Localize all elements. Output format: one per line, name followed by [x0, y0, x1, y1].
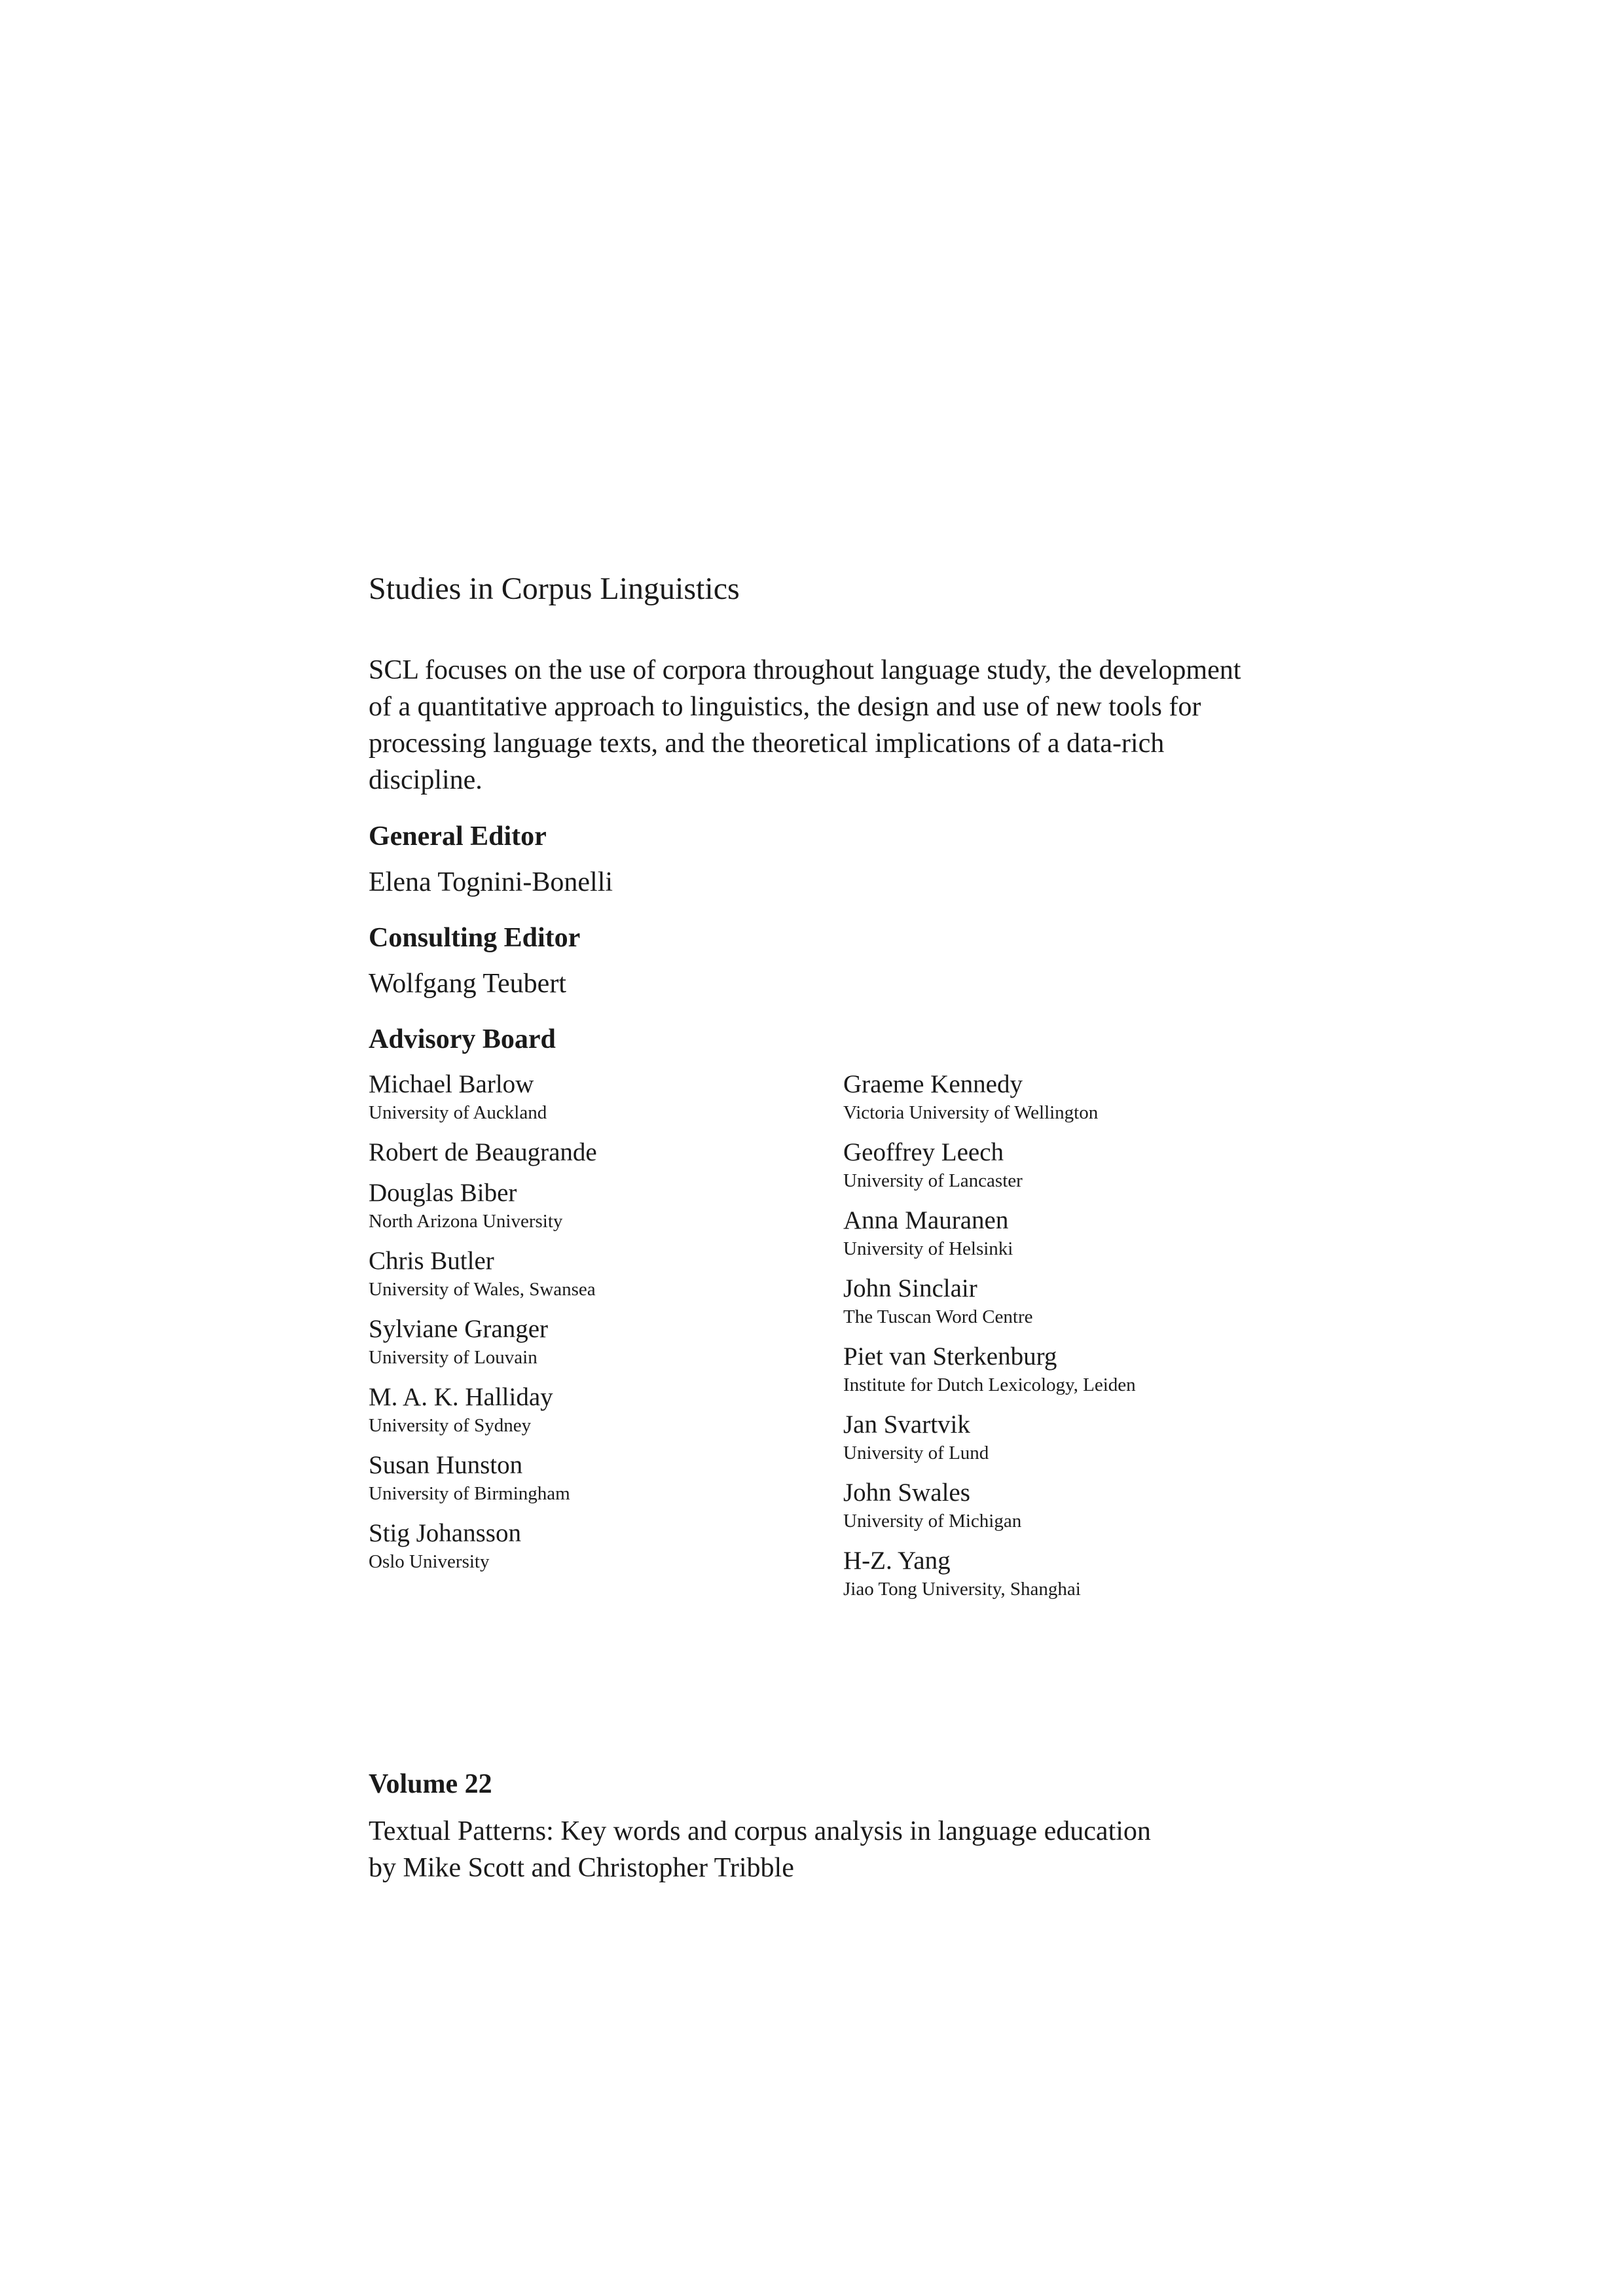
- member-name: Susan Hunston: [369, 1451, 523, 1479]
- board-member: [369, 1450, 570, 1506]
- board-member: [843, 1545, 1081, 1602]
- board-member: [843, 1477, 1021, 1534]
- consulting-editor-heading: Consulting Editor: [369, 923, 581, 953]
- member-affiliation: The Tuscan Word Centre: [843, 1306, 1033, 1327]
- board-member: [843, 1069, 1098, 1125]
- advisory-board-heading: Advisory Board: [369, 1024, 556, 1054]
- board-member: [843, 1341, 1136, 1397]
- board-member: [369, 1314, 548, 1370]
- member-name: Stig Johansson: [369, 1519, 521, 1547]
- board-member: [369, 1246, 596, 1302]
- member-affiliation: Victoria University of Wellington: [843, 1102, 1099, 1123]
- board-member: [369, 1518, 521, 1574]
- member-name: John Sinclair: [843, 1274, 977, 1302]
- series-title: Studies in Corpus Linguistics: [369, 571, 740, 606]
- board-member: [369, 1177, 562, 1234]
- member-name: Robert de Beaugrande: [369, 1138, 597, 1166]
- member-affiliation: North Arizona University: [369, 1211, 563, 1232]
- member-name: M. A. K. Halliday: [369, 1383, 553, 1411]
- member-affiliation: Institute for Dutch Lexicology, Leiden: [843, 1374, 1136, 1395]
- member-name: Sylviane Granger: [369, 1315, 548, 1343]
- member-name: Chris Butler: [369, 1247, 494, 1275]
- board-member: [369, 1069, 547, 1125]
- volume-heading: Volume 22: [369, 1769, 492, 1799]
- member-affiliation: University of Lancaster: [843, 1170, 1023, 1191]
- member-name: John Swales: [843, 1479, 970, 1507]
- member-affiliation: University of Louvain: [369, 1347, 538, 1368]
- general-editor-name: Elena Tognini-Bonelli: [369, 867, 613, 897]
- member-affiliation: University of Birmingham: [369, 1483, 570, 1504]
- board-member: [843, 1137, 1023, 1193]
- member-affiliation: University of Sydney: [369, 1415, 532, 1436]
- board-member: [843, 1205, 1013, 1261]
- volume-authors-line: by Mike Scott and Christopher Tribble: [369, 1853, 794, 1883]
- member-name: Jan Svartvik: [843, 1410, 970, 1439]
- board-member: [369, 1382, 553, 1438]
- member-name: Geoffrey Leech: [843, 1138, 1004, 1166]
- member-affiliation: University of Helsinki: [843, 1238, 1013, 1259]
- member-affiliation: University of Auckland: [369, 1102, 547, 1123]
- series-description: SCL focuses on the use of corpora throughout language study, the development of a quantitative approach to linguistics, the design and use of new tools for processing language texts, and the theoretical implications of a data-rich discipline.: [369, 655, 1241, 795]
- member-affiliation: University of Lund: [843, 1443, 989, 1463]
- member-name: H-Z. Yang: [843, 1547, 951, 1575]
- member-affiliation: University of Michigan: [843, 1511, 1022, 1532]
- member-name: Anna Mauranen: [843, 1206, 1009, 1234]
- volume-title-line: Textual Patterns: Key words and corpus analysis in language education: [369, 1816, 1151, 1846]
- board-member: [369, 1137, 597, 1168]
- member-name: Piet van Sterkenburg: [843, 1342, 1057, 1371]
- member-name: Graeme Kennedy: [843, 1070, 1023, 1098]
- member-affiliation: University of Wales, Swansea: [369, 1279, 596, 1300]
- volume-title: [369, 1813, 1252, 1886]
- board-member: [843, 1273, 1033, 1329]
- board-member: [843, 1409, 989, 1465]
- member-affiliation: Oslo University: [369, 1551, 490, 1572]
- member-name: Michael Barlow: [369, 1070, 534, 1098]
- member-affiliation: Jiao Tong University, Shanghai: [843, 1579, 1081, 1600]
- page-content: [369, 568, 1285, 1883]
- general-editor-heading: General Editor: [369, 821, 547, 852]
- consulting-editor-name: Wolfgang Teubert: [369, 969, 566, 999]
- member-name: Douglas Biber: [369, 1179, 517, 1207]
